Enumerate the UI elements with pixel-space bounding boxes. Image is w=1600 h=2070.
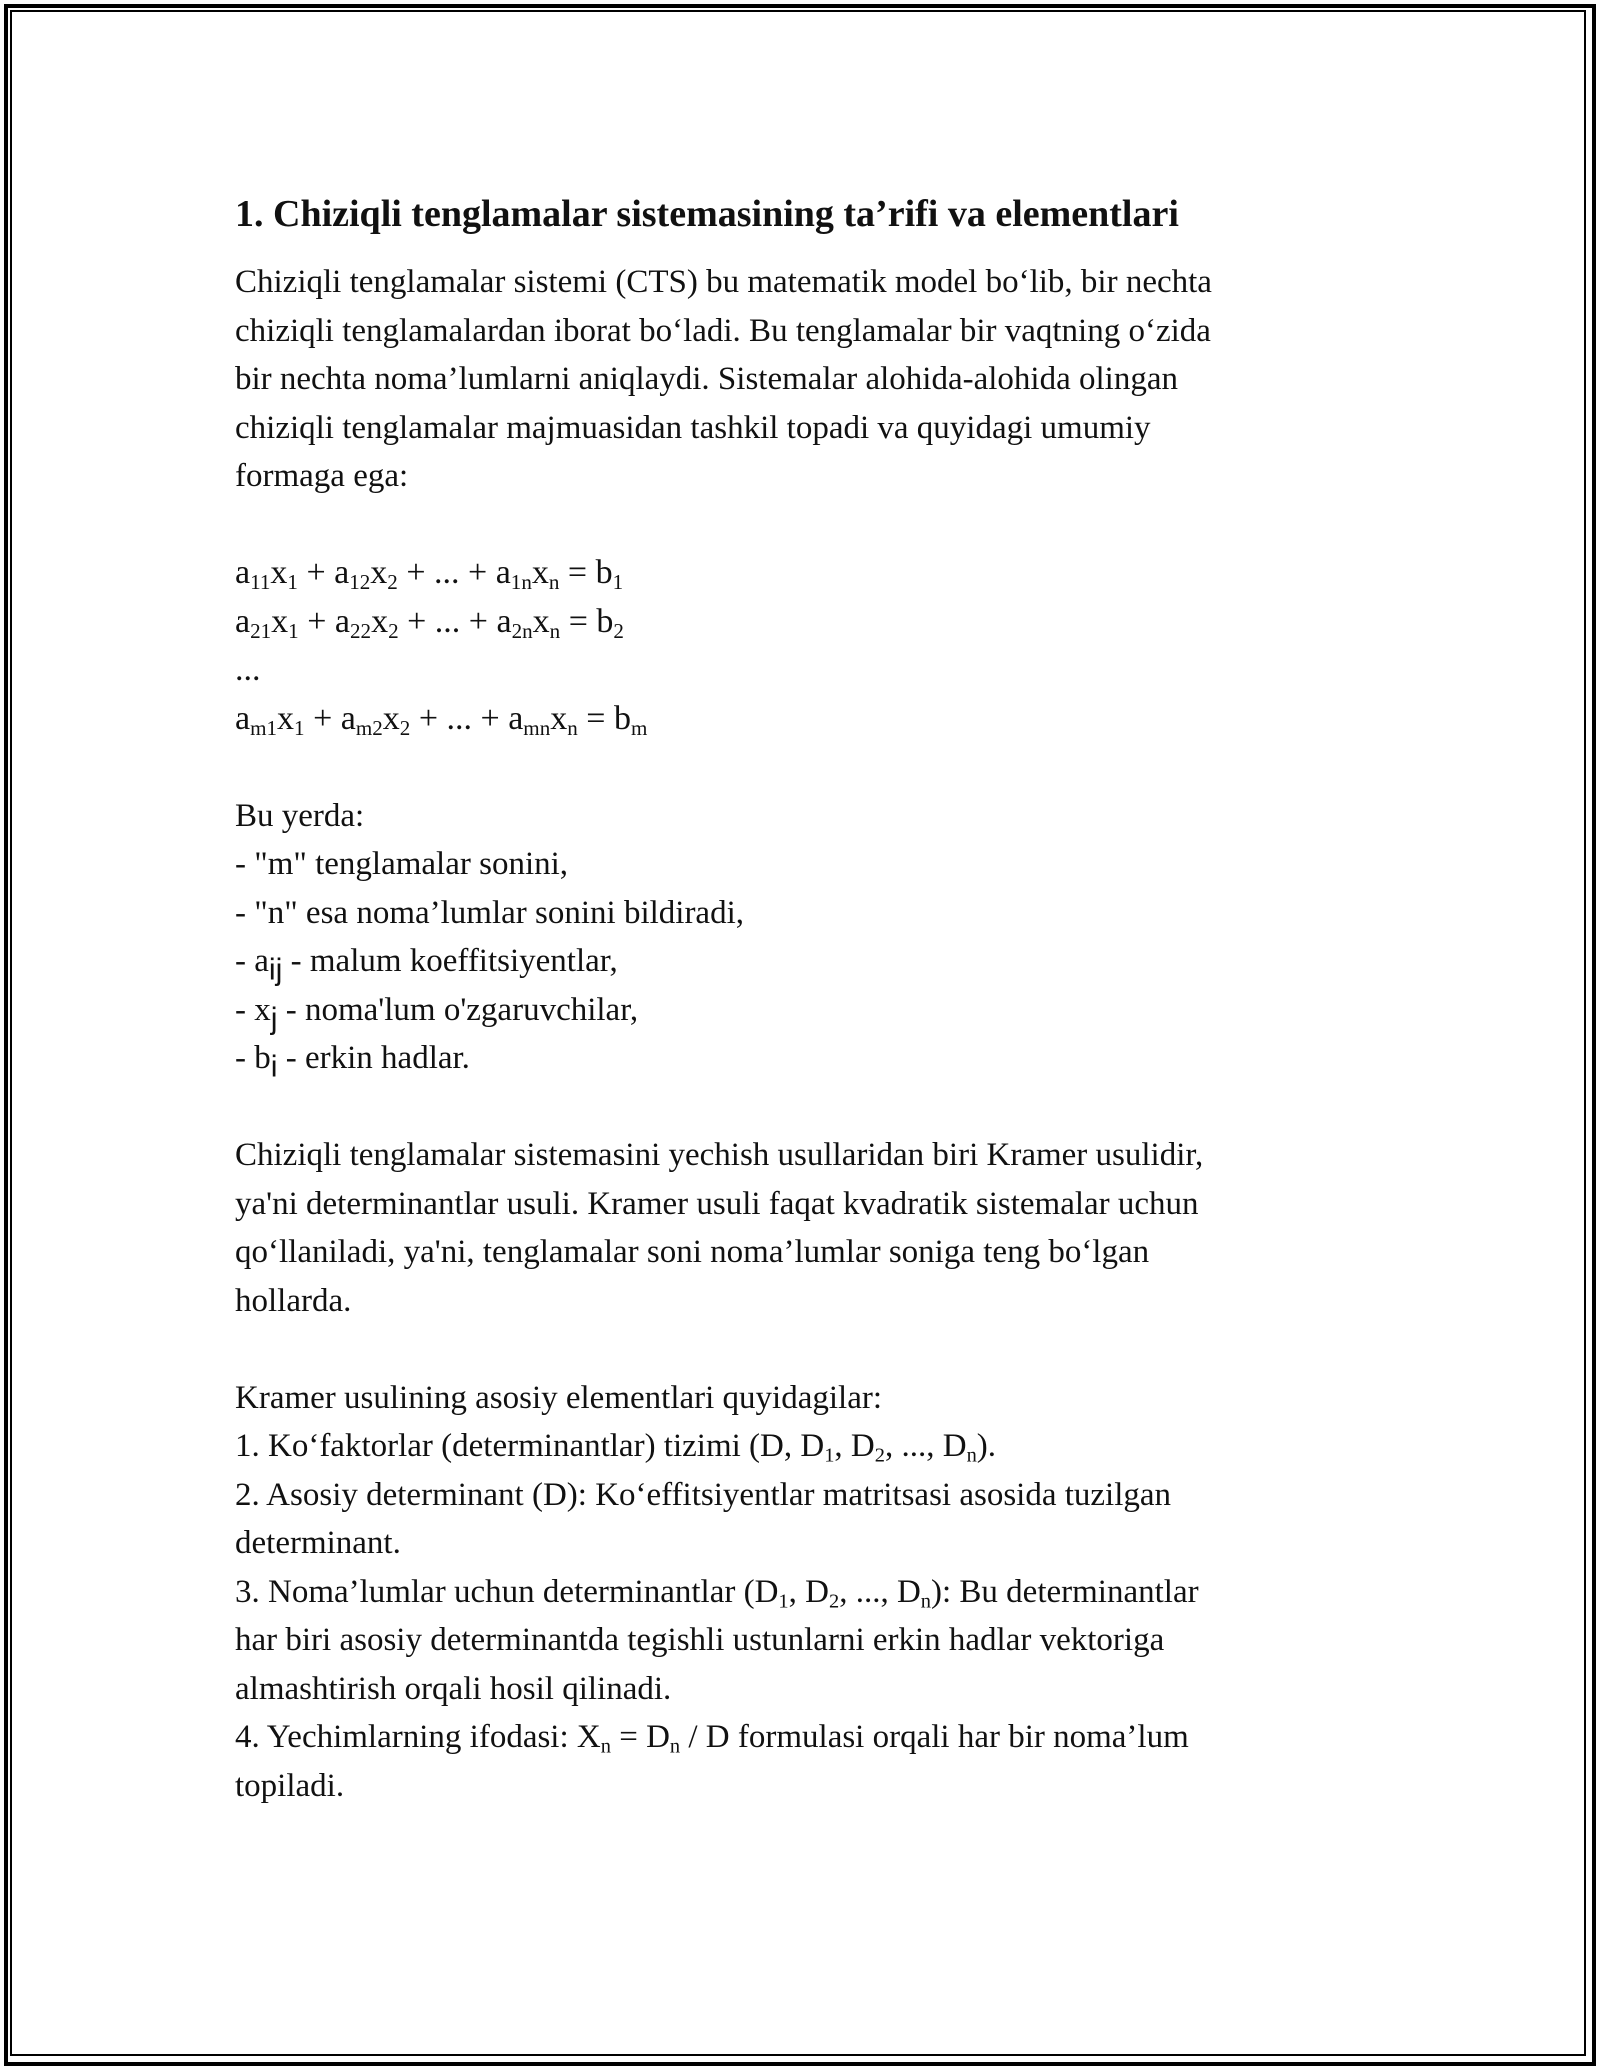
intro-paragraph	[235, 258, 1355, 501]
spacer	[235, 501, 1355, 550]
definition-b: - $b_i$ - erkin hadlar.	[235, 1040, 470, 1084]
intro-line: chiziqli tenglamalardan iborat bo‘ladi. Bu tenglamalar bir vaqtning o‘zida	[235, 312, 1211, 349]
kramer-line: qo‘llaniladi, ya'ni, tenglamalar soni noma’lumlar soniga teng bo‘lgan	[235, 1234, 1150, 1270]
element-item-4-line-1: 4. Yechimlarning ifodasi: $X_n = D_n / D$ formulasi orqali har bir noma’lum	[235, 1719, 1189, 1758]
kramer-line: hollarda.	[235, 1282, 352, 1319]
definition-n: - "n" esa noma’lumlar sonini bildiradi,	[235, 894, 745, 931]
kramer-elements-list	[235, 1374, 1355, 1811]
equation-system	[235, 549, 1355, 743]
definition-m: - "m" tenglamalar sonini,	[235, 846, 569, 882]
kramer-line: ya'ni determinantlar usuli. Kramer usuli faqat kvadratik sistemalar uchun	[235, 1185, 1199, 1222]
element-item-3-line-1: 3. Noma’lumlar uchun determinantlar ($D_1$, $D_2$, ..., $D_n$): Bu determinantlar	[235, 1573, 1199, 1613]
kramer-line: Chiziqli tenglamalar sistemasini yechish usullaridan biri Kramer usulidir,	[235, 1137, 1204, 1173]
document-body	[235, 185, 1355, 1810]
element-item-2-line-2: determinant.	[235, 1525, 401, 1561]
equation-ellipsis: ...	[235, 651, 261, 688]
elements-title: Kramer usulining asosiy elementlari quyidagilar:	[235, 1379, 882, 1416]
intro-line: Chiziqli tenglamalar sistemi (CTS) bu matematik model bo‘lib, bir nechta	[235, 264, 1212, 300]
definition-x: - $x_j$ - noma'lum o'zgaruvchilar,	[235, 991, 639, 1035]
element-item-3-line-3: almashtirish orqali hosil qilinadi.	[235, 1670, 672, 1707]
equation-row-m: $a_{m1}x_1 + a_{m2}x_2$ + ... + $a_{mn}x_n = b_m$	[235, 699, 648, 740]
element-item-3-line-2: har biri asosiy determinantda tegishli ustunlarni erkin hadlar vektoriga	[235, 1622, 1165, 1658]
section-heading: 1. Chiziqli tenglamalar sistemasining ta’rifi va elementlari	[235, 193, 1179, 235]
definition-a: - $a_{ij}$ - malum koeffitsiyentlar,	[235, 943, 618, 987]
element-item-2-line-1: 2. Asosiy determinant (D): Ko‘effitsiyentlar matritsasi asosida tuzilgan	[235, 1476, 1172, 1513]
equation-row-1: $a_{11}x_1 + a_{12}x_2$ + ... + $a_{1n}x_n = b_1$	[235, 554, 624, 594]
intro-line: formaga ega:	[235, 458, 409, 494]
intro-line: chiziqli tenglamalar majmuasidan tashkil topadi va quyidagi umumiy	[235, 409, 1151, 446]
definitions-title: Bu yerda:	[235, 797, 365, 834]
spacer	[235, 1083, 1355, 1132]
kramer-paragraph	[235, 1131, 1355, 1325]
element-item-1: 1. Ko‘faktorlar (determinantlar) tizimi (D, $D_1$, $D_2$, ..., $D_n$).	[235, 1428, 997, 1467]
spacer	[235, 1325, 1355, 1374]
spacer	[235, 743, 1355, 792]
definitions-list	[235, 792, 1355, 1083]
intro-line: bir nechta noma’lumlarni aniqlaydi. Sistemalar alohida-alohida olingan	[235, 361, 1178, 397]
element-item-4-line-2: topiladi.	[235, 1767, 345, 1804]
equation-row-2: $a_{21}x_1 + a_{22}x_2$ + ... + $a_{2n}x_n = b_2$	[235, 602, 624, 643]
